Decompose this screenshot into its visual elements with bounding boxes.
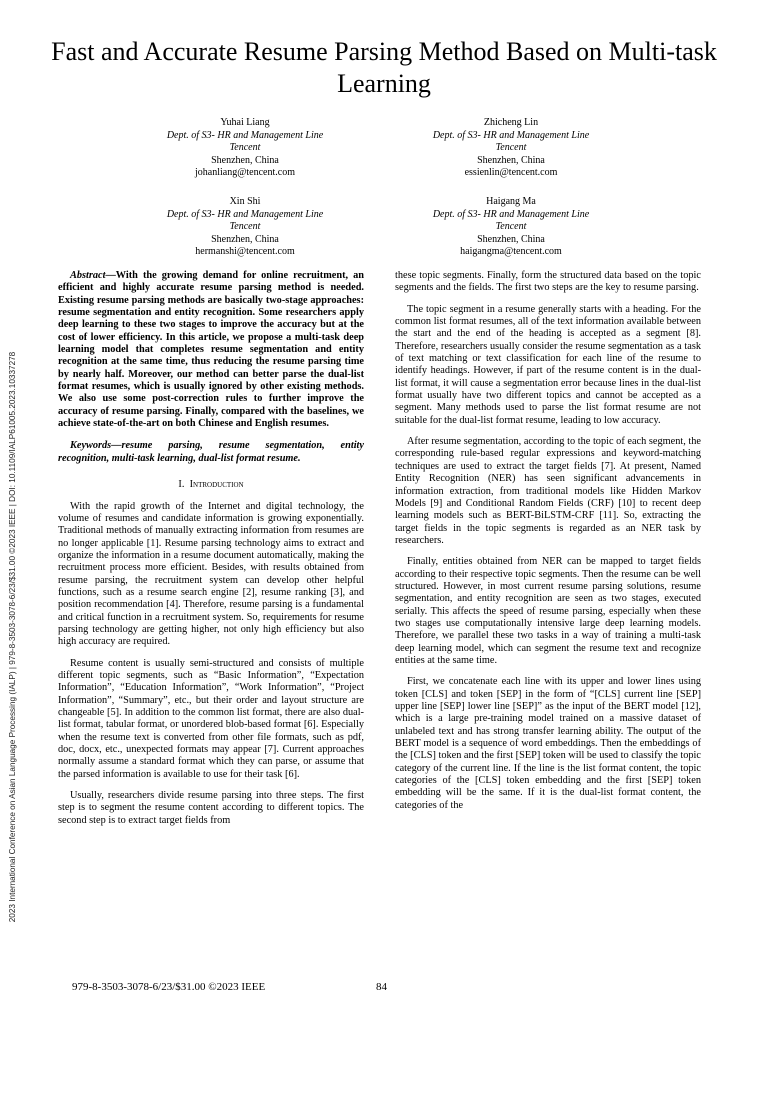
author-name: Xin Shi [229,196,261,207]
abstract-text: —With the growing demand for online recruitment, an efficient and highly accurate resume parsing method is needed. Existing resume parsing methods are basically two-stage approaches: resume segmentation and entity recognition. Some researchers apply deep learning to these two stages to improve the accuracy but at the cost of lower efficiency. In this article, we propose a multi-task deep learning model that completes resume segmentation and entity recognition at the same time, thus reducing the resume parsing time by nearly half. Moreover, our method can better parse the dual-list format resumes, which is usually ignored by other existing methods. We also use some post-correction rules to further improve the accuracy of resume parsing. Finally, compared with the baselines, we achieve state-of-the-art on both Chinese and English resumes. [58,270,364,430]
keywords: Keywords—resume parsing, resume segmentation, entity recognition, multi-task learning, dual-list format resume. [58,440,364,464]
author-email: haigangma@tencent.com [460,246,562,257]
author-name: Zhicheng Lin [483,117,539,128]
author-name: Yuhai Liang [220,117,270,128]
author-block-3 [115,196,375,259]
conference-sidebar: 2023 International Conference on Asian Language Processing (IALP) | 979-8-3503-3078-6/23/$31.00 ©2023 IEEE | DOI: 10.1109/IALP61005.2023.10337278 [8,351,17,923]
paragraph: Usually, researchers divide resume parsing into three steps. The first step is to segment the resume content according to different topics. The second step is to extract target fields from [58,790,364,826]
copyright-footer: 979-8-3503-3078-6/23/$31.00 ©2023 IEEE [72,981,266,993]
paragraph: With the rapid growth of the Internet and digital technology, the volume of resumes and candidate information is growing exponentially. Traditional methods of manually extracting information from resumes are no longer applicable [1]. Resume parsing technology aims to extract and organize the information in a resume document automatically, making the recruitment process more efficient. Besides, with results obtained from resume parsing, the recruitment system can develop other helpful functions, such as a resume search engine [2], resume ranking [3], and position recommendation [4]. Therefore, resume parsing is a fundamental and critical function in a recruitment system. So, requirements for resume parsing technology are getting higher, not only high efficiency but also high accuracy are required. [58,500,364,648]
paragraph: Finally, entities obtained from NER can be mapped to target fields according to their respective topic segments. Then the resume can be well structured. However, in most current resume parsing solutions, resume segmentation, and entity recognition are seen as two stages, executed serially. This affects the speed of resume parsing, especially when these two stages use computationally intensive large deep learning models. Therefore, we parallel these two tasks in a way of training a multi-task deep learning model, which can segment the resume text and recognize entities at the same time. [395,556,701,666]
author-email: hermanshi@tencent.com [195,246,295,257]
author-org: Tencent [229,142,261,153]
author-org: Tencent [229,221,261,232]
paragraph: Resume content is usually semi-structured and consists of multiple different topic segments, such as “Basic Information”, “Expectation Information”, “Education Information”, “Work Information”, “Project Information”, “Summary”, etc., but their order and layout structure are changeable [5]. In addition to the common list format, there are also dual-list format, tabular format, or unordered blob-based format [6]. Especially when the resume text is converted from other file formats, such as pdf, doc, docx, etc., unexpected formats may appear [7]. Current approaches normally assume a standard format which they can parse, or assume that the parsed information is available to use for their task [6]. [58,657,364,780]
author-location: Shenzhen, China [211,154,279,166]
author-dept: Dept. of S3- HR and Management Line [432,208,590,220]
abstract-label: Abstract [70,270,106,281]
abstract [58,270,364,430]
page-number: 84 [376,981,387,993]
section-heading [58,479,364,491]
author-email: essienlin@tencent.com [464,167,558,178]
section-number: I. [178,479,185,491]
paragraph: The topic segment in a resume generally starts with a heading. For the common list format resumes, all of the text information available between the start and the end of the heading is accepted as a segment [8]. Therefore, researchers usually consider the resume segmentation as a task of text matching or text classification for each line of the resume to identify headings. However, if part of the resume content is in the dual-list format, it will cause a segmentation error because lines in the dual-list format usually have two different topics and cannot be accepted as a segment. Many methods used to parse the list format resume are not suitable for the dual-list format resume, leading to low accuracy. [395,303,701,426]
author-dept: Dept. of S3- HR and Management Line [166,129,324,141]
author-dept: Dept. of S3- HR and Management Line [432,129,590,141]
author-org: Tencent [495,142,527,153]
author-org: Tencent [495,221,527,232]
paper-title: Fast and Accurate Resume Parsing Method Based on Multi-task Learning [51,37,717,98]
author-location: Shenzhen, China [477,233,545,245]
author-name: Haigang Ma [486,196,536,207]
paragraph: these topic segments. Finally, form the structured data based on the topic segments and the fields. The first two steps are the key to resume parsing. [395,270,701,294]
author-block-2 [381,117,641,180]
author-location: Shenzhen, China [211,233,279,245]
author-block-4 [381,196,641,259]
section-title: Introduction [189,479,244,491]
author-block-1 [115,117,375,180]
right-column [395,270,701,812]
author-dept: Dept. of S3- HR and Management Line [166,208,324,220]
paragraph: After resume segmentation, according to the topic of each segment, the corresponding rule-based regular expressions and keyword-matching techniques are used to extract the target fields [7]. At present, Named Entity Recognition (NER) has seen significant advancements in information extraction, from traditional models like Hidden Markov Models [9] and Conditional Random Fields (CRF) [10] to recent deep learning models such as BERT-BiLSTM-CRF [11]. So, extracting the target fields in the topic segments is regarded as an NER task by researchers. [395,436,701,546]
paragraph: First, we concatenate each line with its upper and lower lines using token [CLS] and token [SEP] in the form of “[CLS] current line [SEP] upper line [SEP] lower line [SEP]” as the input of the BERT model [12], which is a large pre-training model trained on a massive dataset of unlabeled text and has strong transfer learning ability. The output of the BERT model is a sequence of word embeddings. Then the embeddings of the [CLS] token and the first [SEP] token will be used to classify the topic category of the current line. If the line is the list format content, the topic categories of the [CLS] token embedding and the first [SEP] token embedding will be the same. If it is the dual-list format content, the categories of the [395,676,701,811]
author-location: Shenzhen, China [477,154,545,166]
author-email: johanliang@tencent.com [194,167,295,178]
left-column [58,270,364,827]
